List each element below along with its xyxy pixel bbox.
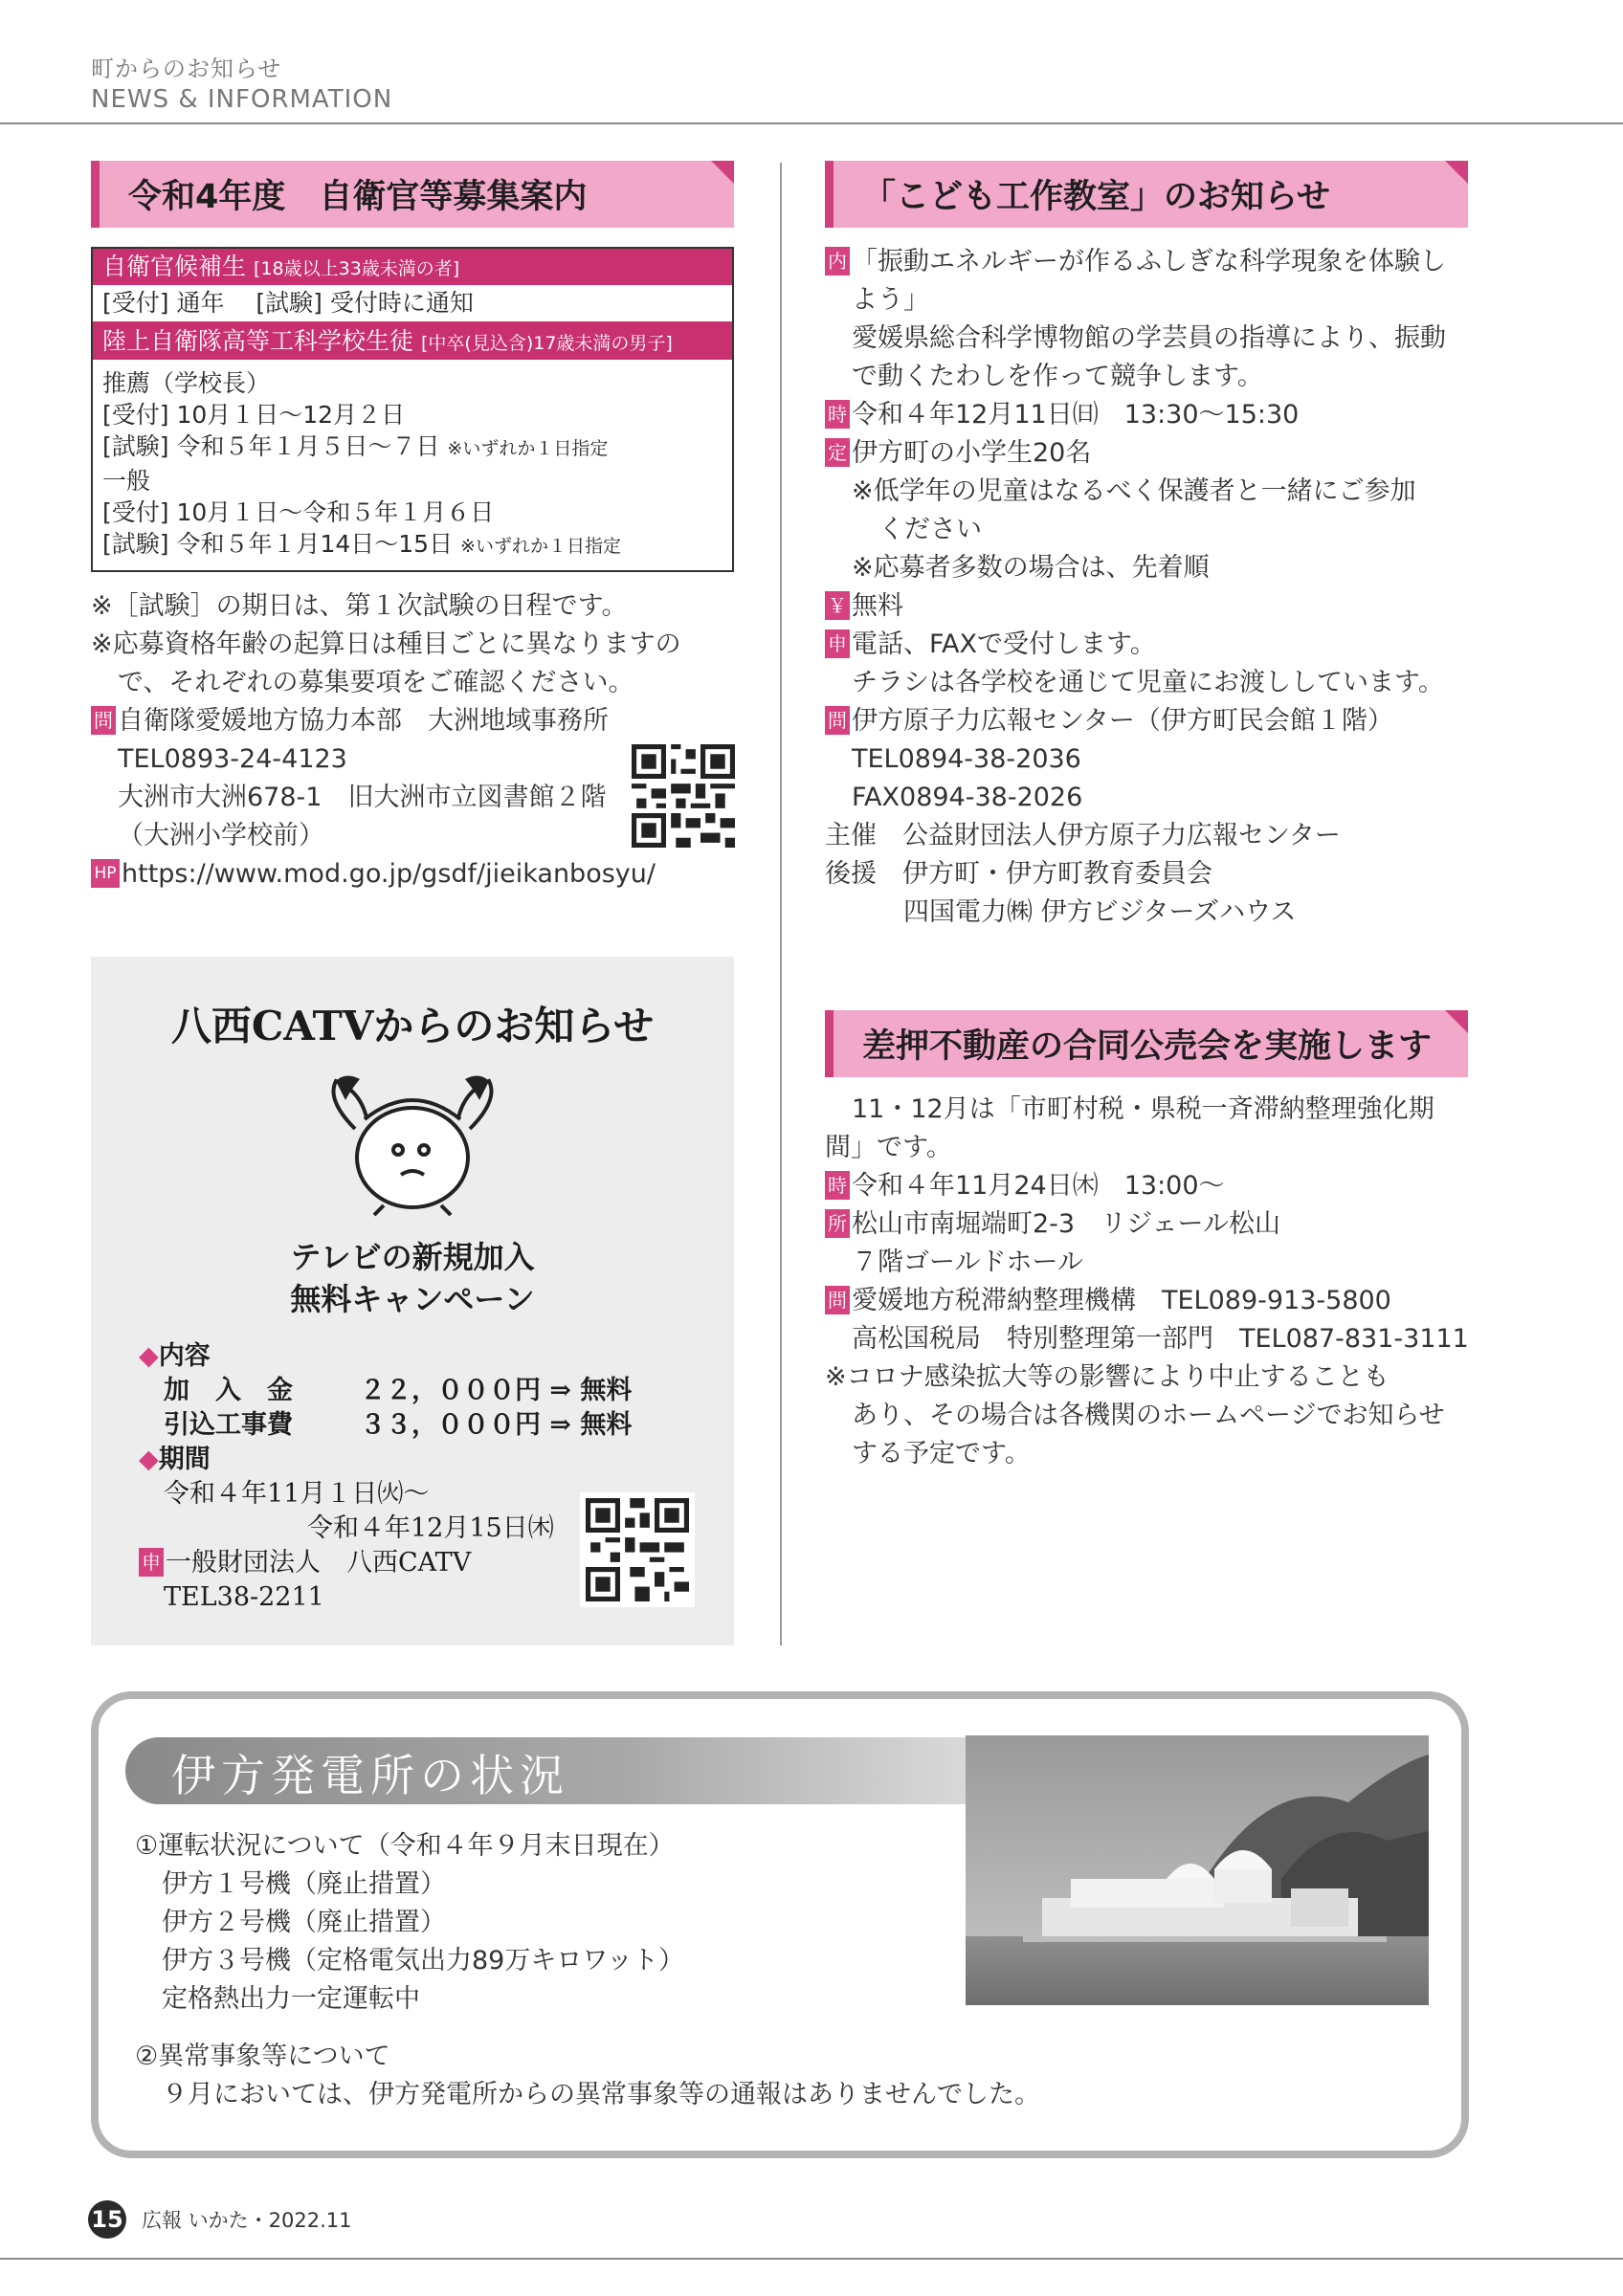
place-tag: 所 — [825, 1209, 850, 1238]
page-number: 15 — [88, 2200, 126, 2239]
general-accept: [受付] 10月１日〜令和５年１月６日 — [102, 498, 495, 526]
candidate-band-label: 自衛官候補生 — [102, 253, 247, 280]
fee-tag: ￥ — [825, 591, 850, 620]
kodomo-time: 令和４年12月11日㈰ 13:30〜15:30 — [852, 400, 1300, 430]
auction-body — [825, 1091, 1476, 1473]
recruit-title — [91, 161, 734, 228]
qr-icon — [586, 1498, 689, 1601]
kodomo-content: で動くたわしを作って競争します。 — [852, 362, 1263, 391]
kodomo-tel: TEL0894-38-2036 — [852, 744, 1081, 774]
auction-title — [825, 1010, 1468, 1077]
recruit-table — [91, 247, 734, 572]
candidate-band-sub: [18歳以上33歳未満の者] — [254, 258, 460, 279]
tech-band — [93, 323, 732, 360]
kodomo-fax: FAX0894-38-2026 — [852, 783, 1083, 812]
kodomo-content: 愛媛県総合科学博物館の学芸員の指導により、振動 — [852, 323, 1446, 353]
tech-details — [93, 360, 732, 570]
campaign-line: 無料キャンペーン — [290, 1281, 535, 1317]
contact-address: 大洲市大洲678-1 旧大洲市立図書館２階 — [118, 783, 607, 812]
qr-icon — [632, 744, 735, 848]
kodomo-inquiry: 伊方原子力広報センター（伊方町民会館１階） — [852, 706, 1393, 736]
kodomo-sponsor: 主催 公益財団法人伊方原子力広報センター — [825, 821, 1341, 850]
header-divider — [0, 122, 1623, 124]
auction-note: する予定です。 — [852, 1439, 1031, 1468]
time-tag: 時 — [825, 1171, 850, 1200]
fee-label: 加 入 金 — [164, 1376, 293, 1405]
catv-apply: 一般財団法人 八西CATV — [166, 1548, 472, 1578]
plant-content — [135, 1827, 1040, 2114]
kodomo-note: ※応募者多数の場合は、先着順 — [852, 553, 1210, 583]
recommend-exam — [102, 430, 723, 465]
campaign-line: テレビの新規加入 — [290, 1239, 535, 1275]
plant-line: ②異常事象等について — [135, 2042, 390, 2071]
general-exam-text: [試験] 令和５年１月14日〜15日 — [102, 530, 454, 558]
recruit-url[interactable]: https://www.mod.go.jp/gsdf/jieikanbosyu/ — [122, 859, 656, 889]
auction-intro: 間」です。 — [825, 1133, 952, 1162]
kodomo-title — [825, 161, 1468, 228]
period-start: 令和４年11月１日㈫〜 — [164, 1479, 430, 1509]
plant-line: 伊方２号機（廃止措置） — [162, 1908, 446, 1937]
contact-line: 自衛隊愛媛地方協力本部 大洲地域事務所 — [118, 706, 609, 736]
plant-title: 伊方発電所の状況 — [171, 1750, 569, 1801]
general-head: 一般 — [102, 467, 151, 495]
kodomo-fee: 無料 — [852, 591, 903, 621]
auction-intro: 11・12月は「市町村税・県税一斉滞納整理強化期 — [852, 1094, 1434, 1124]
inquiry-tag: 問 — [825, 1286, 850, 1314]
plant-line: ９月においては、伊方発電所からの異常事象等の通報はありませんでした。 — [162, 2080, 1040, 2109]
plant-line: 伊方３号機（定格電気出力89万キロワット） — [162, 1946, 685, 1976]
note-line: ※［試験］の期日は、第１次試験の日程です。 — [91, 591, 628, 621]
auction-inquiry: 愛媛地方税滞納整理機構 TEL089-913-5800 — [852, 1286, 1391, 1315]
title-corner — [1445, 1010, 1468, 1033]
catv-qr-code — [580, 1492, 695, 1607]
plant-status-box — [91, 1691, 1469, 2158]
page-header — [91, 50, 392, 114]
recruit-qr-code — [632, 744, 735, 848]
footer-divider — [0, 2258, 1623, 2260]
kodomo-title-text: 「こども工作教室」のお知らせ — [862, 178, 1330, 216]
period-head: 期間 — [158, 1445, 211, 1474]
recruit-title-text: 令和4年度 自衛官等募集案内 — [128, 178, 588, 216]
fee-label: 引込工事費 — [164, 1410, 293, 1440]
recommend-head: 推薦（学校長） — [102, 369, 271, 397]
auction-title-text: 差押不動産の合同公売会を実施します — [862, 1027, 1433, 1066]
auction-place: 松山市南堀端町2-3 リジェール松山 — [852, 1209, 1281, 1239]
mascot-icon — [307, 1062, 518, 1225]
auction-note: あり、その場合は各機関のホームページでお知らせ — [852, 1401, 1445, 1430]
contact-tel: TEL0893-24-4123 — [118, 744, 347, 774]
note-line: で、それぞれの募集要項をご確認ください。 — [118, 668, 634, 697]
publication-name: 広報 いかた・2022.11 — [142, 2209, 352, 2232]
content-tag: 内 — [825, 247, 850, 276]
title-corner — [1445, 161, 1468, 184]
contact-tag: 問 — [91, 706, 116, 735]
plant-line: 定格熱出力一定運転中 — [162, 1984, 420, 2014]
kodomo-body — [825, 243, 1476, 932]
period-end: 令和４年12月15日㈭ — [307, 1513, 554, 1543]
recommend-exam-note: ※いずれか１日指定 — [447, 438, 609, 459]
kodomo-support: 後援 伊方町・伊方町教育委員会 — [825, 859, 1212, 889]
auction-note: ※コロナ感染拡大等の影響により中止することも — [825, 1362, 1390, 1392]
recruit-notes — [91, 587, 742, 894]
recommend-accept: [受付] 10月１日〜12月２日 — [102, 401, 406, 429]
apply-tag: 申 — [825, 629, 850, 658]
page-footer — [88, 2200, 352, 2239]
general-exam-note: ※いずれか１日指定 — [460, 536, 621, 557]
general-exam — [102, 528, 723, 563]
kodomo-apply: チラシは各学校を通じて児童にお渡ししています。 — [852, 668, 1444, 697]
header-jp: 町からのお知らせ — [91, 55, 282, 82]
fee-value: ３３，０００円 ⇒ 無料 — [360, 1410, 633, 1440]
candidate-row: [受付] 通年 [試験] 受付時に通知 — [93, 285, 732, 323]
catv-details — [139, 1339, 632, 1615]
auction-time: 令和４年11月24日㈭ 13:00〜 — [852, 1171, 1225, 1201]
catv-campaign — [91, 1236, 734, 1320]
time-tag: 時 — [825, 400, 850, 429]
kodomo-content: よう」 — [852, 285, 929, 315]
auction-place: ７階ゴールドホール — [852, 1247, 1083, 1277]
catv-title: 八西CATVからのお知らせ — [170, 1003, 655, 1049]
column-divider — [780, 163, 782, 1645]
note-line: ※応募資格年齢の起算日は種目ごとに異なりますの — [91, 629, 681, 659]
recommend-exam-text: [試験] 令和５年１月５日〜７日 — [102, 432, 440, 460]
fee-value: ２２，０００円 ⇒ 無料 — [360, 1376, 633, 1405]
inquiry-tag: 問 — [825, 706, 850, 735]
content-head: 内容 — [158, 1341, 211, 1371]
kodomo-content: 「振動エネルギーが作るふしぎな科学現象を体験し — [852, 247, 1446, 276]
kodomo-capacity: 伊方町の小学生20名 — [852, 438, 1092, 468]
kodomo-note: ください — [878, 515, 982, 544]
contact-landmark: （大洲小学校前） — [118, 821, 324, 850]
kodomo-apply: 電話、FAXで受付します。 — [852, 629, 1156, 659]
kodomo-support: 四国電力㈱ 伊方ビジターズハウス — [903, 897, 1297, 927]
tech-band-sub: [中卒(見込含)17歳未満の男子] — [421, 333, 673, 354]
candidate-band — [93, 249, 732, 285]
apply-tag: 申 — [139, 1548, 164, 1577]
capacity-tag: 定 — [825, 438, 850, 467]
catv-tel: TEL38-2211 — [164, 1582, 324, 1612]
diamond-icon: ◆ — [139, 1341, 159, 1371]
plant-line: 伊方１号機（廃止措置） — [162, 1869, 446, 1899]
hp-tag: HP — [91, 859, 120, 888]
diamond-icon: ◆ — [139, 1445, 159, 1474]
header-en: NEWS & INFORMATION — [91, 85, 393, 114]
title-corner — [711, 161, 734, 184]
tech-band-label: 陸上自衛隊高等工科学校生徒 — [102, 327, 414, 355]
plant-line: ①運転状況について（令和４年９月末日現在） — [135, 1831, 675, 1861]
kodomo-note: ※低学年の児童はなるべく保護者と一緒にご参加 — [852, 476, 1416, 506]
auction-inquiry: 高松国税局 特別整理第一部門 TEL087-831-3111 — [852, 1324, 1469, 1354]
